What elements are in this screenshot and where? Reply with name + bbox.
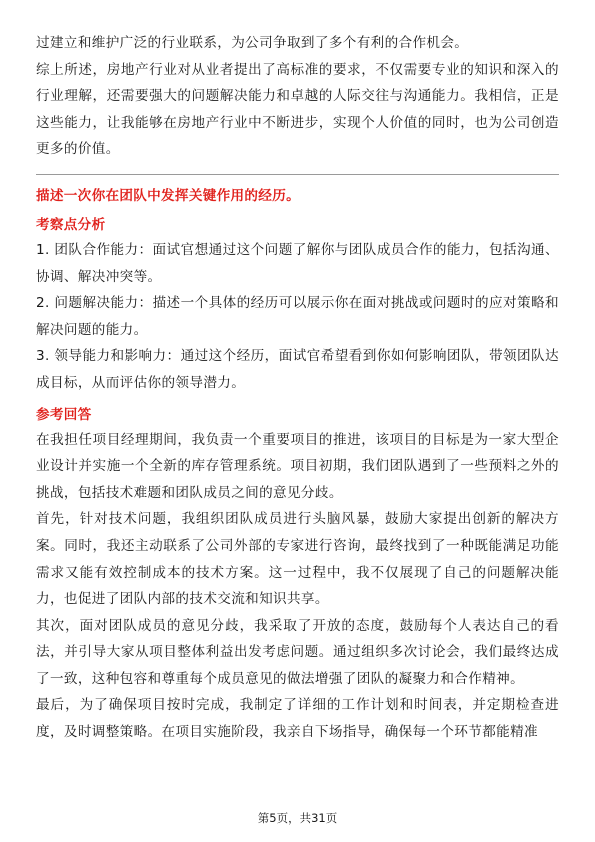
document-page xyxy=(36,30,559,746)
answer-paragraph: 其次，面对团队成员的意见分歧，我采取了开放的态度，鼓励每个人表达自己的看法，并引导大家从项目整体利益出发考虑问题。通过组织多次讨论会，我们最终达成了一致，这种包容和尊重每个成员意见的做法增强了团队的凝聚力和合作精神。 xyxy=(36,617,559,687)
analysis-item: 3. 领导能力和影响力：通过这个经历，面试官希望看到你如何影响团队，带领团队达成目标，从而评估你的领导潜力。 xyxy=(36,348,559,391)
question-title: 描述一次你在团队中发挥关键作用的经历。 xyxy=(36,187,300,204)
analysis-heading: 考察点分析 xyxy=(36,216,106,233)
analysis-item: 2. 问题解决能力：描述一个具体的经历可以展示你在面对挑战或问题时的应对策略和解决问题的能力。 xyxy=(36,295,559,338)
answer-paragraph: 在我担任项目经理期间，我负责一个重要项目的推进，该项目的目标是为一家大型企业设计并实施一个全新的库存管理系统。项目初期，我们团队遇到了一些预料之外的挑战，包括技术难题和团队成员之间的意见分歧。 xyxy=(36,431,559,501)
answer-paragraph: 最后，为了确保项目按时完成，我制定了详细的工作计划和时间表，并定期检查进度，及时调整策略。在项目实施阶段，我亲自下场指导，确保每一个环节都能精准 xyxy=(36,697,559,741)
section-divider xyxy=(36,174,559,175)
answer-paragraph: 首先，针对技术问题，我组织团队成员进行头脑风暴，鼓励大家提出创新的解决方案。同时，我还主动联系了公司外部的专家进行咨询，最终找到了一种既能满足功能需求又能有效控制成本的技术方案。这一过程中，我不仅展现了自己的问题解决能力，也促进了团队内部的技术交流和知识共享。 xyxy=(36,511,559,608)
intro-paragraph: 综上所述，房地产行业对从业者提出了高标准的要求，不仅需要专业的知识和深入的行业理解，还需要强大的问题解决能力和卓越的人际交往与沟通能力。我相信，正是这些能力，让我能够在房地产行业中不断进步，实现个人价值的同时，也为公司创造更多的价值。 xyxy=(36,61,559,158)
analysis-item: 1. 团队合作能力：面试官想通过这个问题了解你与团队成员合作的能力，包括沟通、协调、解决冲突等。 xyxy=(36,241,559,285)
intro-paragraph: 过建立和维护广泛的行业联系，为公司争取到了多个有利的合作机会。 xyxy=(36,35,469,51)
answer-heading: 参考回答 xyxy=(36,406,92,423)
page-number: 第5页，共31页 xyxy=(257,811,338,825)
